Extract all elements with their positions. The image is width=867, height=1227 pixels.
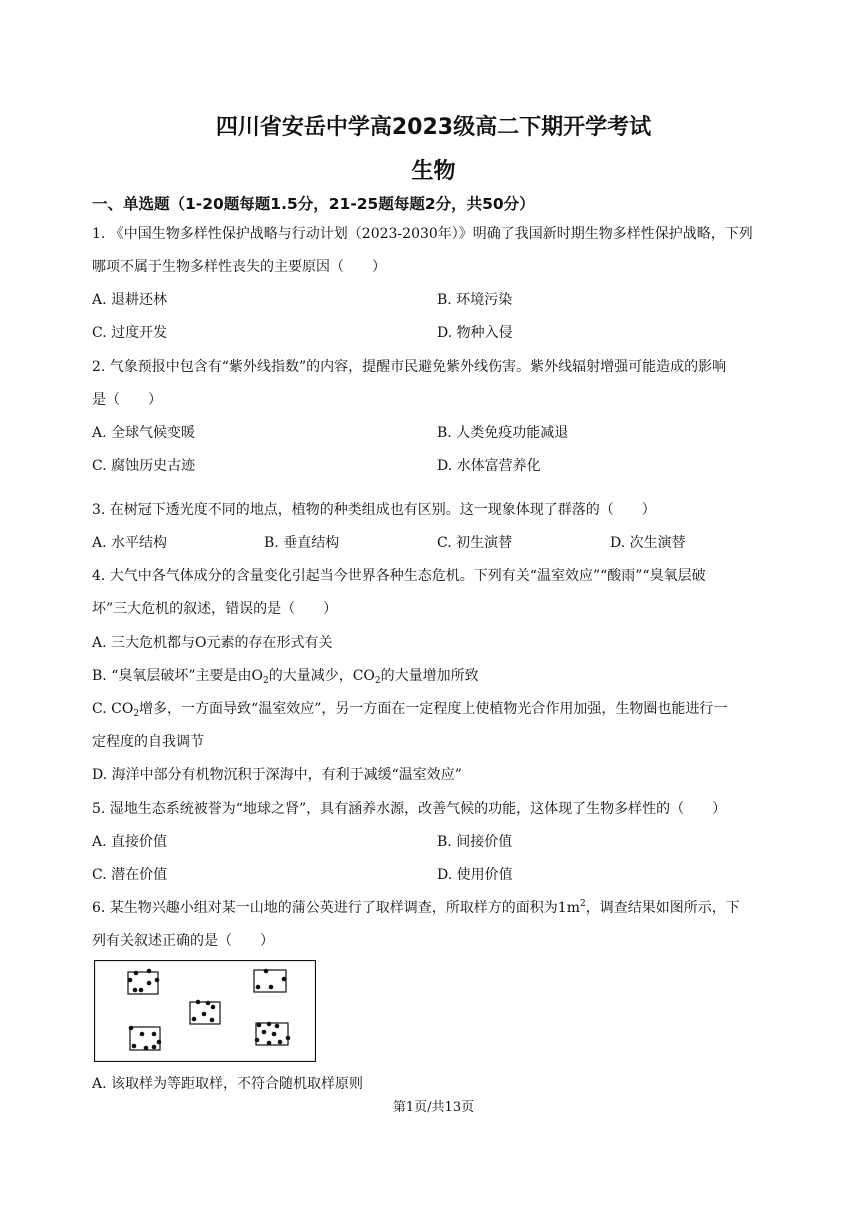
q4-option-c: C. $CO_2$增多，一方面导致“温室效应”，另一方面在一定程度上使植物光合作用加强，生物圈也能进行一 [92, 701, 728, 719]
quadrat-3 [190, 1000, 220, 1024]
q4-option-a: A. 三大危机都与O元素的存在形式有关 [92, 635, 333, 651]
q2-option-b: B. 人类免疫功能减退 [437, 425, 569, 441]
q5-stem-line1: 5. 湿地生态系统被誉为“地球之肾”，具有涵养水源，改善气候的功能，这体现了生物多样性的（ ） [92, 801, 727, 817]
q5-option-a: A. 直接价值 [92, 834, 168, 850]
q2-option-a: A. 全球气候变暖 [92, 425, 196, 441]
q4-option-b: B. “臭氧层破坏”主要是由$O_2$的大量减少，$CO_2$的大量增加所致 [92, 668, 479, 686]
q4-option-c-line2: 定程度的自我调节 [92, 734, 204, 750]
q2-option-c: C. 腐蚀历史古迹 [92, 458, 196, 474]
q3-option-d: D. 次生演替 [610, 535, 686, 551]
quadrat-4 [129, 1026, 162, 1051]
subject-title: 生物 [411, 159, 456, 184]
q4-stem-line1: 4. 大气中各气体成分的含量变化引起当今世界各种生态危机。下列有关“温室效应”“酸雨”“臭氧层破 [92, 568, 706, 584]
q6-stem-line2: 列有关叙述正确的是（ ） [92, 933, 274, 949]
q1-stem-line2: 哪项不属于生物多样性丧失的主要原因（ ） [92, 259, 386, 275]
page-footer: 第1页/共13页 [392, 1100, 475, 1115]
section-heading: 一、单选题（1-20题每题1.5分，21-25题每题2分，共50分） [92, 195, 535, 213]
q2-stem-line1: 2. 气象预报中包含有“紫外线指数”的内容，提醒市民避免紫外线伤害。紫外线辐射增强可能造成的影响 [92, 359, 727, 375]
q5-option-d: D. 使用价值 [437, 867, 513, 883]
q4-stem-line2: 坏”三大危机的叙述，错误的是（ ） [92, 601, 338, 617]
q6-stem-line1: 6. 某生物兴趣小组对某一山地的蒲公英进行了取样调查，所取样方的面积为$1m^2$，调查结果如图所示，下 [92, 899, 740, 916]
q1-option-a: A. 退耕还林 [92, 292, 168, 308]
quadrat-2 [254, 969, 286, 992]
q1-option-b: B. 环境污染 [437, 292, 513, 308]
q1-option-d: D. 物种入侵 [437, 325, 513, 341]
q1-option-c: C. 过度开发 [92, 325, 168, 341]
q5-option-b: B. 间接价值 [437, 834, 513, 850]
quadrat-1 [128, 969, 160, 994]
q2-stem-line2: 是（ ） [92, 392, 162, 408]
q1-stem-line1: 1. 《中国生物多样性保护战略与行动计划（2023-2030年）》明确了我国新时期生物多样性保护战略，下列 [92, 226, 753, 242]
q6-option-a: A. 该取样为等距取样，不符合随机取样原则 [92, 1076, 364, 1092]
q5-option-c: C. 潜在价值 [92, 867, 168, 883]
quadrat-sampling-figure [94, 960, 316, 1062]
q3-stem-line1: 3. 在树冠下透光度不同的地点，植物的种类组成也有区别。这一现象体现了群落的（ ） [92, 502, 656, 518]
q3-option-a: A. 水平结构 [92, 535, 168, 551]
page-title: 四川省安岳中学高2023级高二下期开学考试 [215, 115, 652, 140]
q3-option-c: C. 初生演替 [437, 535, 513, 551]
q2-option-d: D. 水体富营养化 [437, 458, 541, 474]
q4-option-d: D. 海洋中部分有机物沉积于深海中，有利于减缓“温室效应” [92, 767, 462, 783]
q3-option-b: B. 垂直结构 [264, 535, 340, 551]
quadrat-5 [255, 1022, 291, 1046]
